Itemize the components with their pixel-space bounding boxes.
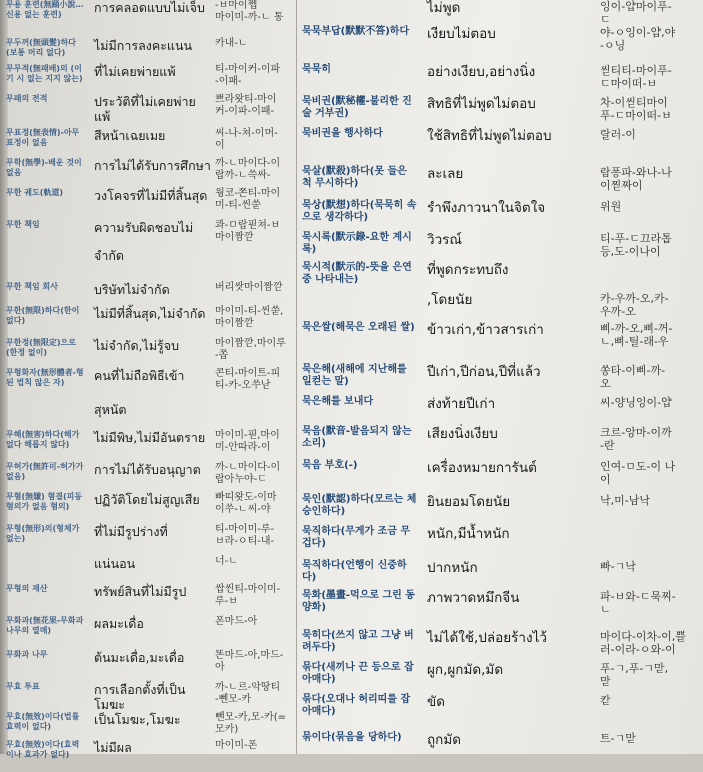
entry-thai-translation: เงียบไม่ตอบ bbox=[427, 26, 496, 42]
dictionary-entry bbox=[0, 682, 296, 714]
dictionary-entry bbox=[300, 396, 703, 428]
entry-thai-translation: ต้นมะเดื่อ,มะเดื่อ bbox=[94, 650, 185, 665]
dictionary-entry bbox=[0, 128, 296, 160]
entry-headword: 묵상(默想)하다(묵묵히 속으로 생각하다) bbox=[302, 200, 417, 223]
entry-pronunciation: 까-ㄴ마이다-이 랍까-ㄴ쓱싸- bbox=[215, 158, 281, 181]
entry-headword: 묵음 부호(-) bbox=[302, 460, 358, 471]
entry-thai-translation: ผลมะเดื่อ bbox=[94, 616, 144, 631]
dictionary-entry bbox=[300, 322, 703, 354]
entry-pronunciation: 카-우까-오,카- 우까-오 bbox=[600, 292, 669, 318]
entry-headword: 무형(無形)의(형체가 없는) bbox=[6, 524, 80, 543]
entry-pronunciation: 마이짬깓,마이루 -쫍 bbox=[215, 338, 286, 361]
entry-thai-translation: ละเลย bbox=[427, 166, 464, 182]
entry-thai-translation: ที่พูดกระทบถึง bbox=[427, 262, 509, 278]
entry-headword: 무해(無害)하다(해가 없다 해롭지 않다) bbox=[6, 430, 80, 449]
entry-thai-translation: ขัด bbox=[427, 694, 445, 710]
entry-thai-translation: ปฏิวัติโดยไม่สูญเสีย bbox=[94, 492, 200, 507]
dictionary-entry bbox=[300, 560, 703, 592]
entry-pronunciation: 버리쌋마이짬깓 bbox=[215, 282, 283, 293]
entry-thai-translation: แน่นอน bbox=[94, 556, 136, 571]
entry-headword: 묶다(오대나 허리띠를 잡아매다) bbox=[302, 694, 411, 717]
dictionary-entry bbox=[0, 740, 296, 772]
entry-headword: 묵인(默認)하다(모르는 체 승인하다) bbox=[302, 494, 417, 517]
entry-thai-translation: การคลอดแบบไม่เจ็บ bbox=[94, 0, 205, 15]
entry-headword: 무효 투표 bbox=[6, 682, 40, 691]
entry-pronunciation: 람퐁파-와나-나 이찓짜이 bbox=[600, 166, 672, 192]
right-column bbox=[300, 0, 703, 754]
entry-thai-translation: วงโคจรที่ไม่มีที่สิ้นสุด bbox=[94, 188, 208, 203]
entry-thai-translation: เป็นโมฆะ,โมฆะ bbox=[94, 712, 181, 727]
entry-pronunciation: 빠-ㄱ낙 bbox=[600, 560, 636, 573]
dictionary-entry bbox=[300, 526, 703, 558]
entry-pronunciation: 쁘라왓티-마이 커-이파-이패- bbox=[215, 94, 277, 117]
entry-thai-translation: ทรัพย์สินที่ไม่มีรูป bbox=[94, 584, 187, 599]
entry-pronunciation: 위원 bbox=[600, 200, 622, 213]
entry-pronunciation: 마이다-이차-이,쁠 러-이라-ㅇ와-이 bbox=[600, 630, 686, 656]
dictionary-entry bbox=[0, 338, 296, 370]
entry-headword: 무패의 전적 bbox=[6, 94, 48, 103]
entry-headword: 무한(無限)하다(한이 없다) bbox=[6, 306, 80, 325]
entry-pronunciation: 낙,미-남낙 bbox=[600, 494, 650, 507]
entry-thai-translation: ปีเก่า,ปีก่อน,ปีที่แล้ว bbox=[427, 364, 541, 380]
dictionary-entry bbox=[0, 584, 296, 616]
entry-thai-translation: การไม่ได้รับอนุญาต bbox=[94, 462, 201, 477]
entry-pronunciation: 너-ㄴ bbox=[215, 556, 238, 567]
entry-thai-translation: ยินยอมโดยนัย bbox=[427, 494, 511, 510]
entry-thai-translation: ภาพวาดหมึกจีน bbox=[427, 590, 520, 606]
entry-pronunciation: 웡코-쫀티-마이 미-티-씬쑫 bbox=[215, 188, 281, 211]
entry-pronunciation: 트-ㄱ맏 bbox=[600, 732, 636, 745]
entry-headword: 무한정(無限定)으로 (한정 없이) bbox=[6, 338, 76, 357]
entry-pronunciation: 뻰모-카,모-카(= 모카) bbox=[215, 712, 286, 735]
entry-pronunciation: 까-ㄴ마이다-이 랍아누야-ㄷ bbox=[215, 462, 281, 485]
entry-thai-translation: คนที่ไม่ถือพิธีเข้า bbox=[94, 368, 185, 383]
dictionary-entry bbox=[300, 128, 703, 160]
entry-thai-translation: สิทธิที่ไม่พูดไม่ตอบ bbox=[427, 96, 536, 112]
entry-headword: 묵시록(默示錄-요한 계시록) bbox=[302, 232, 412, 255]
dictionary-entry bbox=[0, 94, 296, 126]
dictionary-entry bbox=[0, 650, 296, 682]
dictionary-entry bbox=[300, 494, 703, 526]
entry-thai-translation: ปากหนัก bbox=[427, 560, 478, 576]
entry-pronunciation: 야-ㅇ잉이-얍,야 -ㅇ닝 bbox=[600, 26, 676, 52]
entry-headword: 무한 궤도(軌道) bbox=[6, 188, 64, 197]
entry-thai-translation: ข้าวเก่า,ข้าวสารเก่า bbox=[427, 322, 544, 338]
entry-pronunciation: 빠띠왓도-이마 이쑤-ㄴ씨-야 bbox=[215, 492, 277, 515]
entry-pronunciation: 폰마드-아 bbox=[215, 616, 258, 627]
dictionary-entry bbox=[0, 64, 296, 96]
entry-pronunciation: 차-이씯티마이 푸-ㄷ마이떠-ㅂ bbox=[600, 96, 672, 122]
entry-pronunciation: 마이미-티-씬쑫, 마이짬깓 bbox=[215, 306, 284, 329]
entry-pronunciation: 까-ㄴ르-악땅티 -뻰모-카 bbox=[215, 682, 281, 705]
dictionary-entry bbox=[0, 306, 296, 338]
entry-thai-translation: ส่งท้ายปีเก่า bbox=[427, 396, 496, 412]
dictionary-entry bbox=[300, 262, 703, 294]
entry-pronunciation: -ㅂ마이쩹 마이미-까-ㄴ 통 bbox=[215, 0, 284, 23]
entry-pronunciation: 똔마드-아,마드- 아 bbox=[215, 650, 284, 673]
entry-headword: 묵은해(새해에 지난해를 일컫는 말) bbox=[302, 364, 407, 387]
dictionary-entry bbox=[300, 460, 703, 492]
entry-thai-translation: การไม่ได้รับการศึกษา bbox=[94, 158, 211, 173]
entry-headword: 무형의 재산 bbox=[6, 584, 48, 593]
entry-headword: 묶다(새끼나 끈 등으로 잡아매다) bbox=[302, 662, 414, 685]
dictionary-entry bbox=[300, 630, 703, 662]
dictionary-entry bbox=[300, 232, 703, 264]
entry-pronunciation: 잉이-얍마이푸- ㄷ bbox=[600, 0, 672, 26]
dictionary-entry bbox=[300, 200, 703, 232]
entry-pronunciation: 마이미-폰 bbox=[215, 740, 258, 751]
entry-pronunciation: 씨-나-쳐-이머- 이 bbox=[215, 128, 278, 151]
entry-pronunciation: 푸-ㄱ,푸-ㄱ맏, 맏 bbox=[600, 662, 669, 688]
entry-headword: 묵비권을 행사하다 bbox=[302, 128, 383, 139]
entry-thai-translation: อย่างเงียบ,อย่างนิ่ง bbox=[427, 64, 536, 80]
entry-thai-translation: จำกัด bbox=[94, 248, 125, 263]
entry-thai-translation: ความรับผิดชอบไม่ bbox=[94, 220, 194, 235]
entry-thai-translation: ไม่ได้ใช้,ปล่อยร้างไว้ bbox=[427, 630, 547, 646]
entry-headword: 무표정(無表情)-아무 표정이 없음 bbox=[6, 128, 80, 147]
entry-headword: 무효(無效)이다(효력 이나 효과가 없다) bbox=[6, 740, 80, 759]
entry-thai-translation: ที่ไม่มีรูปร่างที่ bbox=[94, 524, 168, 539]
dictionary-entry bbox=[300, 96, 703, 128]
entry-headword: 무한 책임 회사 bbox=[6, 282, 58, 291]
dictionary-entry bbox=[0, 248, 296, 280]
entry-pronunciation: 씨-양닝잉이-얍 bbox=[600, 396, 672, 409]
entry-headword: 무혐(無嫌) 혐결(피동 혐의가 없음 혐의) bbox=[6, 492, 83, 511]
entry-thai-translation: เสียงนิ่งเงียบ bbox=[427, 426, 498, 442]
entry-thai-translation: ประวัติที่ไม่เคยพ่ายแพ้ bbox=[94, 94, 196, 124]
entry-headword: 묵살(默殺)하다(못 들은 척 무시하다) bbox=[302, 166, 407, 189]
dictionary-entry bbox=[0, 524, 296, 556]
dictionary-entry bbox=[0, 188, 296, 220]
dictionary-entry bbox=[0, 368, 296, 400]
entry-headword: 무허가(無許可-허가가 없음) bbox=[6, 462, 84, 481]
entry-headword: 무학(無學)-배운 것이 없음 bbox=[6, 158, 82, 177]
entry-headword: 묵화(墨畫-먹으로 그린 동양화) bbox=[302, 590, 415, 613]
entry-headword: 묵묵히 bbox=[302, 64, 331, 75]
entry-thai-translation: ไม่มีพิษ,ไม่มีอันตราย bbox=[94, 430, 206, 445]
entry-headword: 무효(無效)이다(법률 효력이 없다) bbox=[6, 712, 80, 731]
entry-thai-translation: ไม่มีผล bbox=[94, 740, 132, 755]
dictionary-entry bbox=[0, 158, 296, 190]
entry-thai-translation: สุหนัต bbox=[94, 402, 127, 417]
entry-thai-translation: ที่ไม่เคยพ่ายแพ้ bbox=[94, 64, 176, 79]
entry-headword: 무무적(無패배)의 (이기 시 없는 지지 않는) bbox=[6, 64, 83, 83]
entry-pronunciation: 티-마이커-이파 -이패- bbox=[215, 64, 281, 87]
entry-thai-translation: เครื่องหมายการันต์ bbox=[427, 460, 537, 476]
entry-thai-translation: รำพึงภาวนาในจิตใจ bbox=[427, 200, 546, 216]
dictionary-entry bbox=[300, 590, 703, 622]
entry-headword: 묵시적(默示的-뜻을 은연중 나타내는) bbox=[302, 262, 412, 285]
entry-pronunciation: 쏭타-이삐-까- 오 bbox=[600, 364, 666, 390]
entry-pronunciation: 파-ㅂ와-ㄷ묵찌- ㄴ bbox=[600, 590, 676, 616]
dictionary-entry bbox=[300, 732, 703, 764]
entry-thai-translation: สีหน้าเฉยเมย bbox=[94, 128, 166, 143]
entry-pronunciation: 콰-ㅁ랍핃쳐-ㅂ 마이짬깓 bbox=[215, 220, 281, 243]
left-column bbox=[0, 0, 296, 759]
entry-headword: 무용 훈련(無踊小說… 신용 없는 훈련) bbox=[6, 0, 84, 19]
entry-thai-translation: การเลือกตั้งที่เป็นโมฆะ bbox=[94, 682, 186, 712]
entry-thai-translation: บริษัทไม่จำกัด bbox=[94, 282, 170, 297]
entry-pronunciation: 씯티티-마이푸- ㄷ마이떠-ㅂ bbox=[600, 64, 672, 90]
entry-headword: 무화과 나무 bbox=[6, 650, 48, 659]
entry-headword: 묵비권(默秘權-불리한 진술 거부권) bbox=[302, 96, 412, 119]
dictionary-entry bbox=[0, 616, 296, 648]
entry-thai-translation: ใช้สิทธิที่ไม่พูดไม่ตอบ bbox=[427, 128, 552, 144]
entry-headword: 무한 책임 bbox=[6, 220, 40, 229]
entry-headword: 묵히다(쓰지 않고 그냥 버려두다) bbox=[302, 630, 414, 653]
entry-headword: 묶이다(묶음을 당하다) bbox=[302, 732, 402, 743]
dictionary-entry bbox=[0, 492, 296, 524]
entry-headword: 묵묵부답(默默不答)하다 bbox=[302, 26, 410, 37]
entry-headword: 묵음(默音-발음되지 않는 소리) bbox=[302, 426, 412, 449]
entry-pronunciation: 카내-ㄴ bbox=[215, 38, 248, 49]
entry-pronunciation: 칻 bbox=[600, 694, 611, 707]
entry-headword: 묵직하다(무게가 조금 무겁다) bbox=[302, 526, 411, 549]
entry-pronunciation: 티-푸-ㄷ끄라톱 등,도-이나이 bbox=[600, 232, 672, 258]
entry-headword: 무화과(無花果-무화과 나무의 열매) bbox=[6, 616, 84, 635]
entry-thai-translation: ,โดยนัย bbox=[427, 292, 473, 308]
dictionary-entry bbox=[0, 0, 296, 32]
entry-pronunciation: 크르-앙마-이까 -란 bbox=[600, 426, 672, 452]
entry-pronunciation: 콘티-마이트-피 티-카-오쑤낟 bbox=[215, 368, 281, 391]
entry-thai-translation: ไม่มีการลงคะแนน bbox=[94, 38, 193, 53]
dictionary-entry bbox=[300, 64, 703, 96]
entry-pronunciation: 쌉씬티-마이미- 루-ㅂ bbox=[215, 584, 281, 607]
entry-headword: 묵은쌀(해묵은 오래된 쌀) bbox=[302, 322, 415, 333]
entry-pronunciation: 티-마이미-루- ㅂ라-ㅇ티-내- bbox=[215, 524, 275, 547]
dictionary-entry bbox=[300, 694, 703, 726]
entry-headword: 무두꺼(無頭髮)하다 (보통 머리 없다) bbox=[6, 38, 76, 57]
entry-thai-translation: ไม่พูด bbox=[427, 0, 461, 16]
entry-pronunciation: 인여-ㅁ도-이 나 이 bbox=[600, 460, 676, 486]
entry-headword: 무형화자(無形體者-형 된 법칙 않은 자) bbox=[6, 368, 84, 387]
entry-pronunciation: 삐-까-오,삐-꺼- ㄴ,삐-틸-래-우 bbox=[600, 322, 673, 348]
dictionary-entry bbox=[300, 26, 703, 58]
entry-headword: 묵은해를 보내다 bbox=[302, 396, 374, 407]
dictionary-entry bbox=[300, 364, 703, 396]
entry-pronunciation: 마이미-핃,마이 미-안따라-이 bbox=[215, 430, 280, 453]
dictionary-entry bbox=[300, 292, 703, 324]
entry-thai-translation: ถูกมัด bbox=[427, 732, 462, 748]
dictionary-entry bbox=[300, 662, 703, 694]
entry-thai-translation: ไม่มีที่สิ้นสุด,ไม่จำกัด bbox=[94, 306, 206, 321]
dictionary-entry bbox=[0, 462, 296, 494]
entry-thai-translation: ไม่จำกัด,ไม่รู้จบ bbox=[94, 338, 180, 353]
dictionary-entry bbox=[0, 430, 296, 462]
dictionary-entry bbox=[300, 426, 703, 458]
entry-headword: 묵직하다(언행이 신중하다) bbox=[302, 560, 407, 583]
dictionary-entry bbox=[300, 166, 703, 198]
entry-thai-translation: หนัก,มีน้ำหนัก bbox=[427, 526, 510, 542]
column-divider bbox=[296, 0, 297, 754]
entry-thai-translation: วิวรณ์ bbox=[427, 232, 462, 248]
entry-pronunciation: 랄러-이 bbox=[600, 128, 636, 141]
entry-thai-translation: ผูก,ผูกมัด,มัด bbox=[427, 662, 504, 678]
